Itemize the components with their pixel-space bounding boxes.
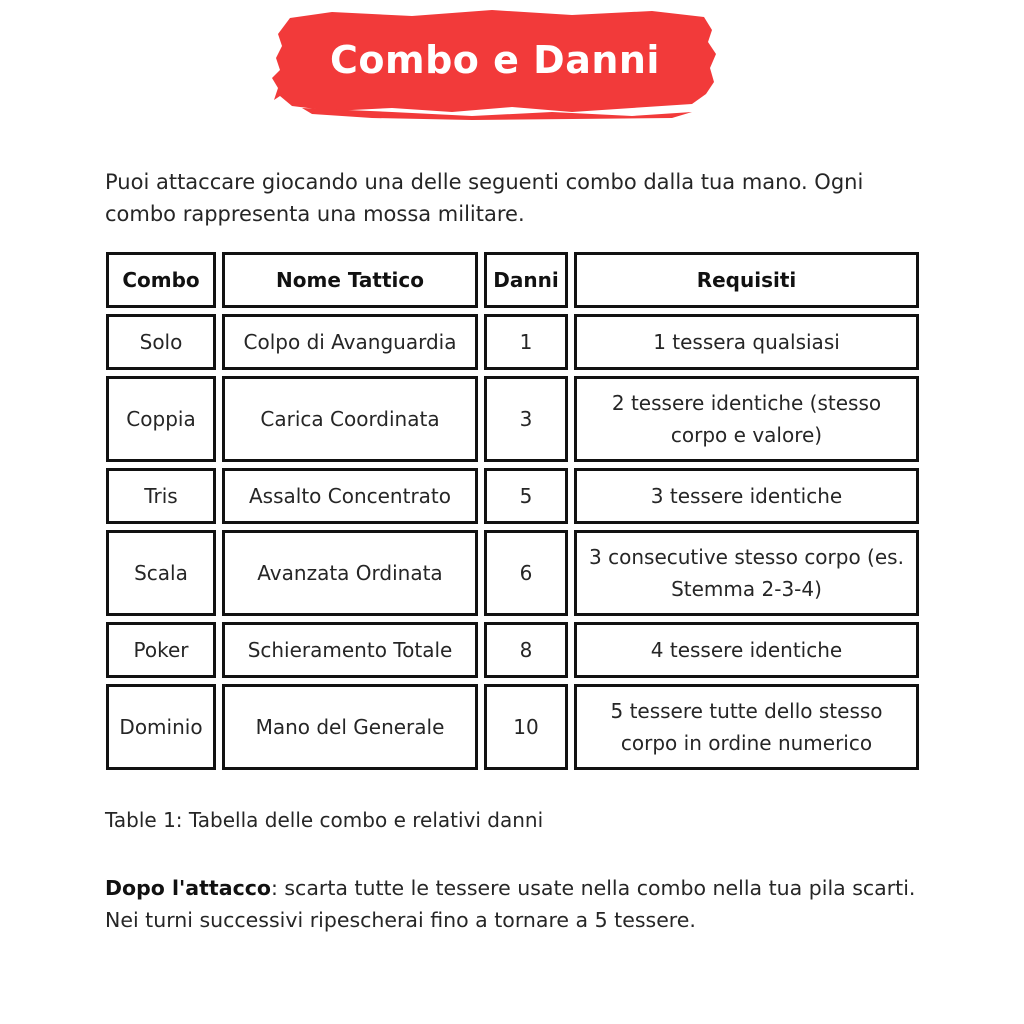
title-banner: [272, 8, 718, 120]
cell-danni: 3: [484, 376, 568, 462]
cell-danni: 10: [484, 684, 568, 770]
table-row: [106, 468, 919, 524]
header-requisiti: Requisiti: [574, 252, 919, 308]
cell-combo: Tris: [106, 468, 216, 524]
table-caption: Table 1: Tabella delle combo e relativi danni: [105, 808, 544, 832]
combo-table: [100, 246, 925, 776]
header-combo: Combo: [106, 252, 216, 308]
table-row: [106, 684, 919, 770]
table-row: [106, 530, 919, 616]
header-nome-tattico: Nome Tattico: [222, 252, 478, 308]
table-row: [106, 314, 919, 370]
after-attack-text: : scarta tutte le tessere usate nella combo nella tua pila scarti. Nei turni successivi ripescherai fino a tornare a 5 tessere.: [105, 876, 916, 932]
cell-combo: Poker: [106, 622, 216, 678]
cell-danni: 6: [484, 530, 568, 616]
table-row: [106, 622, 919, 678]
page-title: Combo e Danni: [330, 38, 660, 82]
header-danni: Danni: [484, 252, 568, 308]
cell-requisiti: 5 tessere tutte dello stesso corpo in ordine numerico: [574, 684, 919, 770]
table-row: [106, 376, 919, 462]
after-attack-paragraph: [105, 872, 925, 936]
cell-nome-tattico: Carica Coordinata: [222, 376, 478, 462]
cell-danni: 8: [484, 622, 568, 678]
cell-danni: 5: [484, 468, 568, 524]
cell-requisiti: 1 tessera qualsiasi: [574, 314, 919, 370]
cell-combo: Scala: [106, 530, 216, 616]
cell-combo: Dominio: [106, 684, 216, 770]
cell-combo: Coppia: [106, 376, 216, 462]
cell-requisiti: 2 tessere identiche (stesso corpo e valore): [574, 376, 919, 462]
cell-nome-tattico: Mano del Generale: [222, 684, 478, 770]
cell-nome-tattico: Schieramento Totale: [222, 622, 478, 678]
intro-paragraph: Puoi attaccare giocando una delle seguenti combo dalla tua mano. Ogni combo rappresenta una mossa militare.: [105, 170, 864, 226]
cell-requisiti: 4 tessere identiche: [574, 622, 919, 678]
cell-nome-tattico: Assalto Concentrato: [222, 468, 478, 524]
cell-combo: Solo: [106, 314, 216, 370]
cell-requisiti: 3 consecutive stesso corpo (es. Stemma 2-3-4): [574, 530, 919, 616]
cell-nome-tattico: Avanzata Ordinata: [222, 530, 478, 616]
table-header-row: [106, 252, 919, 308]
after-attack-label: Dopo l'attacco: [105, 876, 271, 900]
cell-danni: 1: [484, 314, 568, 370]
cell-requisiti: 3 tessere identiche: [574, 468, 919, 524]
cell-nome-tattico: Colpo di Avanguardia: [222, 314, 478, 370]
